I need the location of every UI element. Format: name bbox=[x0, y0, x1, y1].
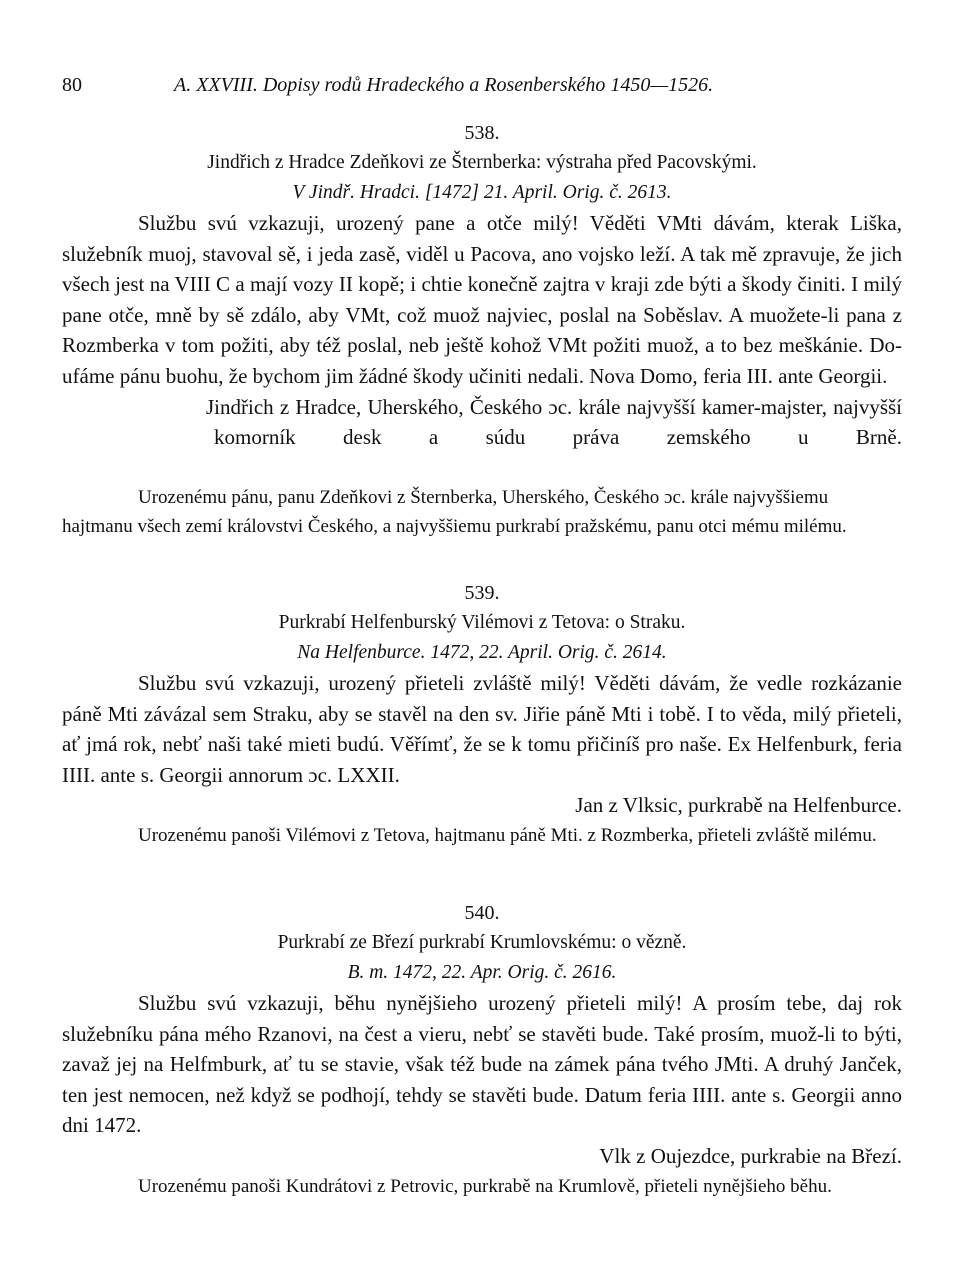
letter-entry-539 bbox=[62, 578, 902, 850]
letter-entry-540 bbox=[62, 898, 902, 1201]
entry-heading: Purkrabí Helfenburský Vilémovi z Tetova: o Straku. bbox=[278, 612, 686, 633]
letter-address: Urozenému pánu, panu Zdeňkovi z Šternberka, Uherského, Českého ɔc. krále najvyššiemu hajtmanu všech zemí královstvi Českého, a najvyššiemu purkrabí pražskému, panu otci mému milému. bbox=[62, 487, 847, 538]
page-number: 80 bbox=[62, 74, 82, 96]
running-title: A. XXVIII. Dopisy rodů Hradeckého a Rosenberského 1450—1526. bbox=[174, 74, 714, 96]
entry-number: 538. bbox=[464, 122, 500, 144]
entry-source: Na Helfenburce. 1472, 22. April. Orig. č. 2614. bbox=[297, 642, 667, 663]
entry-heading: Purkrabí ze Březí purkrabí Krumlovskému: o vězně. bbox=[277, 932, 687, 953]
letter-body: Službu svú vzkazuji, běhu nynějšieho urozený přieteli milý! A prosím tebe, daj rok služebníku pána mého Rzanovi, na čest a vieru, nebť se stavěti bude. Také prosím, muož-li to býti, zavaž jej na Helfmburk, ať tu se stavie, však též bude na zámek pána tvého JMti. A druhý Janček, ten jest nemocen, než když se podhojí, tehdy se stavěti bude. Datum feria IIII. ante s. Georgii anno dni 1472. bbox=[62, 991, 902, 1138]
entry-source: B. m. 1472, 22. Apr. Orig. č. 2616. bbox=[347, 962, 617, 983]
letter-entry-538 bbox=[62, 118, 902, 541]
entry-source: V Jindř. Hradci. [1472] 21. April. Orig. č. 2613. bbox=[292, 182, 672, 203]
entry-number: 540. bbox=[464, 902, 500, 924]
letter-body: Službu svú vzkazuji, urozený přieteli zvláště milý! Věděti dávám, že vedle rozkázanie páně Mti závázal sem Straku, aby se stavěl na den sv. Jiřie páně Mti i tobě. I to věda, milý přieteli, ať jmá rok, nebť naši také mieti budú. Věřímť, že se k tomu přičiníš pro naše. Ex Helfenburk, feria IIII. ante s. Georgii annorum ɔc. LXXII. bbox=[62, 671, 902, 787]
letter-signature: Vlk z Oujezdce, purkrabie na Březí. bbox=[599, 1143, 902, 1168]
letter-address: Urozenému panoši Kundrátovi z Petrovic, purkrabě na Krumlově, přieteli nynějšieho běhu. bbox=[138, 1175, 832, 1197]
entry-heading: Jindřich z Hradce Zdeňkovi ze Šternberka: výstraha před Pacovskými. bbox=[207, 152, 757, 173]
running-header bbox=[62, 70, 898, 104]
letter-body: Službu svú vzkazuji, urozený pane a otče milý! Věděti VMti dávám, kterak Liška, služebník muoj, stavoval sě, i jeda zasě, viděl u Pacova, ano vojsko leží. A tak mě zpravuje, že jich všech jest na VIII C a mají vozy II kopě; i chtie konečně zajtra v kraji zde býti a škody činiti. I milý pane otče, mně by sě zdálo, aby VMt, což muož najviec, poslal na Soběslav. A muožete-li pana z Rozmberka v tom požiti, aby též poslal, neb ještě kohož VMt požiti muož, a to bez meškánie. Do-ufáme pánu buohu, že bychom jim žádné škody učiniti nedali. Nova Domo, feria III. ante Georgii. bbox=[62, 211, 902, 388]
letter-signature: Jan z Vlksic, purkrabě na Helfenburce. bbox=[575, 793, 902, 818]
letter-signature: Jindřich z Hradce, Uherského, Českého ɔc. krále najvyšší kamer-majster, najvyšší komorník desk a súdu práva zemského u Brně. bbox=[206, 394, 902, 450]
entry-number: 539. bbox=[464, 582, 500, 604]
letter-address: Urozenému panoši Vilémovi z Tetova, hajtmanu páně Mti. z Rozmberka, přieteli zvláště milému. bbox=[138, 824, 877, 846]
